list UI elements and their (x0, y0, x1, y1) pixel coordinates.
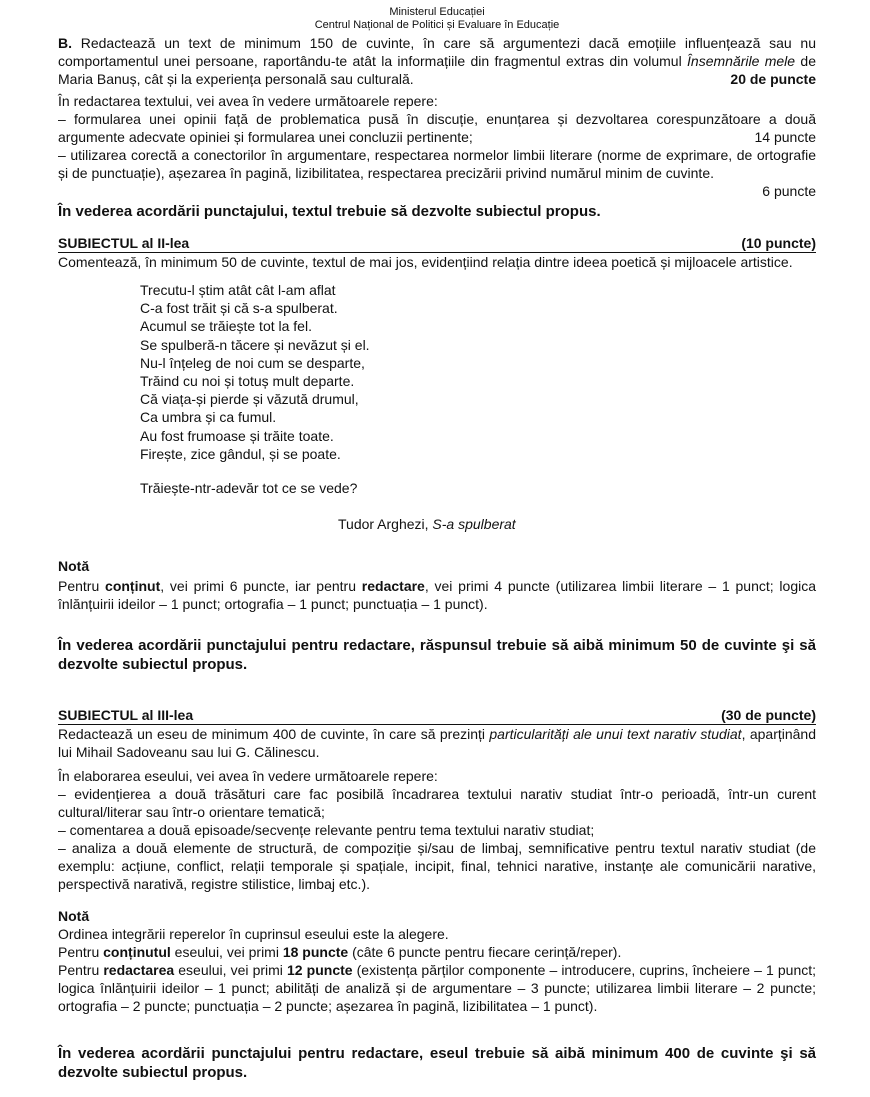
poem-title: S-a spulberat (432, 516, 516, 533)
ministry-name: Ministerul Educației (389, 6, 485, 18)
center-name: Centrul Național de Politici și Evaluare în Educație (314, 19, 560, 31)
poem-line: Trăind cu noi și totuș mult departe. (140, 373, 355, 390)
poem-line: Firește, zice gândul, și se poate. (140, 445, 341, 462)
subject-3-nota-2: Pentru conținutul eseului, vei primi 18 puncte (câte 6 puncte pentru fiecare cerință/reper). (58, 944, 622, 961)
subject-3-heading (58, 707, 816, 725)
subject-3-points: (30 de puncte) (721, 707, 816, 724)
subject-3-nota-3: Pentru redactarea eseului, vei primi 12 puncte (existența părților componente – introducere, cuprins, încheiere – 1 punct; logica înlănțuirii ideilor – 1 punct; abilități de analiză și de argumentare – 3 puncte; utilizarea limbii literare – 2 puncte; ortografia – 2 puncte; punctuația – 2 puncte; așezarea în pagină, lizibilitatea – 1 punct). (58, 962, 817, 1015)
section-b-reper-1: – formularea unei opinii față de problematica pusă în discuție, enunțarea și dezvoltarea corespunzătoare a două argumente adecvate opiniei și formularea unei concluzii pertinente; (58, 111, 816, 145)
subject-2-heading (58, 235, 816, 253)
poem-line: Ca umbra și ca fumul. (140, 409, 277, 426)
subject-3-bold-note: În vederea acordării punctajului pentru redactare, eseul trebuie să aibă minimum 400 de cuvinte şi să dezvolte subiectul propus. (58, 1045, 816, 1082)
section-b-points: 20 de puncte (730, 71, 816, 87)
section-b-reper-2-points: 6 puncte (762, 183, 816, 199)
poem-line: Că viața-și pierde și văzută drumul, (140, 391, 359, 408)
subject-3-repere-intro: În elaborarea eseului, vei avea în vedere următoarele repere: (58, 768, 438, 785)
subject-2-bold-note: În vederea acordării punctajului pentru redactare, răspunsul trebuie să aibă minimum 50 de cuvinte şi să dezvolte subiectul propus. (58, 637, 816, 674)
poem-author: Tudor Arghezi, (338, 516, 433, 533)
exam-page (58, 0, 816, 1097)
section-b-reper-1-points: 14 puncte (754, 129, 816, 145)
poem-line: Trecutu-l știm atât cât l-am aflat (140, 282, 336, 298)
subject-2-nota-text: Pentru conținut, vei primi 6 puncte, iar pentru redactare, vei primi 4 puncte (utilizarea limbii literare – 1 punct; logica înlănțuirii ideilor – 1 punct; ortografia – 1 punct; punctuația – 1 punct). (58, 578, 817, 613)
subject-3-nota-1: Ordinea integrării reperelor în cuprinsul eseului este la alegere. (58, 926, 449, 943)
poem-last-line: Trăiește-ntr-adevăr tot ce se vede? (140, 480, 358, 497)
book-title: Însemnările mele (687, 53, 796, 69)
subject-3-reper-1: – evidențierea a două trăsături care fac posibilă încadrarea textului narativ studiat într-o perioadă, într-un curent cultural/literar sau într-o orientare tematică; (58, 786, 816, 821)
subject-2-points: (10 puncte) (741, 235, 816, 251)
subject-3-instruction: Redactează un eseu de minimum 400 de cuvinte, în care să prezinți particularități ale unui text narativ studiat, aparținând lui Mihail Sadoveanu sau lui G. Călinescu. (58, 726, 816, 761)
poem (140, 281, 816, 497)
subject-2-instruction: Comentează, în minimum 50 de cuvinte, textul de mai jos, evidențiind relația dintre ideea poetică și mijloacele artistice. (58, 254, 793, 270)
subject-2-title: SUBIECTUL al II-lea (58, 235, 190, 251)
poem-line: Acumul se trăiește tot la fel. (140, 318, 312, 335)
poem-line: C-a fost trăit și că s-a spulberat. (140, 300, 338, 317)
poem-line: Au fost frumoase și trăite toate. (140, 427, 334, 444)
section-b-label: B. (58, 35, 72, 51)
section-b-bold-note: În vederea acordării punctajului, textul trebuie să dezvolte subiectul propus. (58, 203, 601, 220)
poem-line: Se spulberă-n tăcere și nevăzut și el. (140, 336, 370, 353)
section-b-instruction: B. Redactează un text de minimum 150 de cuvinte, în care să argumentezi dacă emoțiile influențează sau nu comportamentul unei persoane, raportându-te atât la informațiile din fragmentul extras din volumul Însemnările mele de Maria Banuș, cât și la experiența personală sau culturală. 20 de puncte (58, 35, 816, 87)
subject-3-reper-2: – comentarea a două episoade/secvențe relevante pentru tema textului narativ studiat; (58, 822, 595, 839)
poem-attribution (338, 515, 816, 533)
document-header (58, 0, 816, 32)
subject-2-nota-title: Notă (58, 558, 90, 575)
section-b-reper-2: – utilizarea corectă a conectorilor în argumentare, respectarea normelor limbii literare (norme de exprimare, de ortografie și de punctuație), așezarea în pagină, lizibilitatea, respectarea precizării privind numărul minim de cuvinte. (58, 147, 816, 181)
subject-3-title: SUBIECTUL al III-lea (58, 707, 194, 724)
section-b-repere-intro: În redactarea textului, vei avea în vedere următoarele repere: (58, 93, 438, 109)
poem-line: Nu-l înțeleg de noi cum se desparte, (140, 354, 365, 371)
subject-3-nota-title: Notă (58, 908, 90, 925)
subject-3-reper-3: – analiza a două elemente de structură, de compoziție și/sau de limbaj, semnificative pentru textul narativ studiat (de exemplu: acțiune, conflict, relații temporale și spațiale, incipit, final, tehnici narative, instanțe ale comunicării narative, perspectivă narativă, registre stilistice, limbaj etc.). (58, 840, 816, 893)
